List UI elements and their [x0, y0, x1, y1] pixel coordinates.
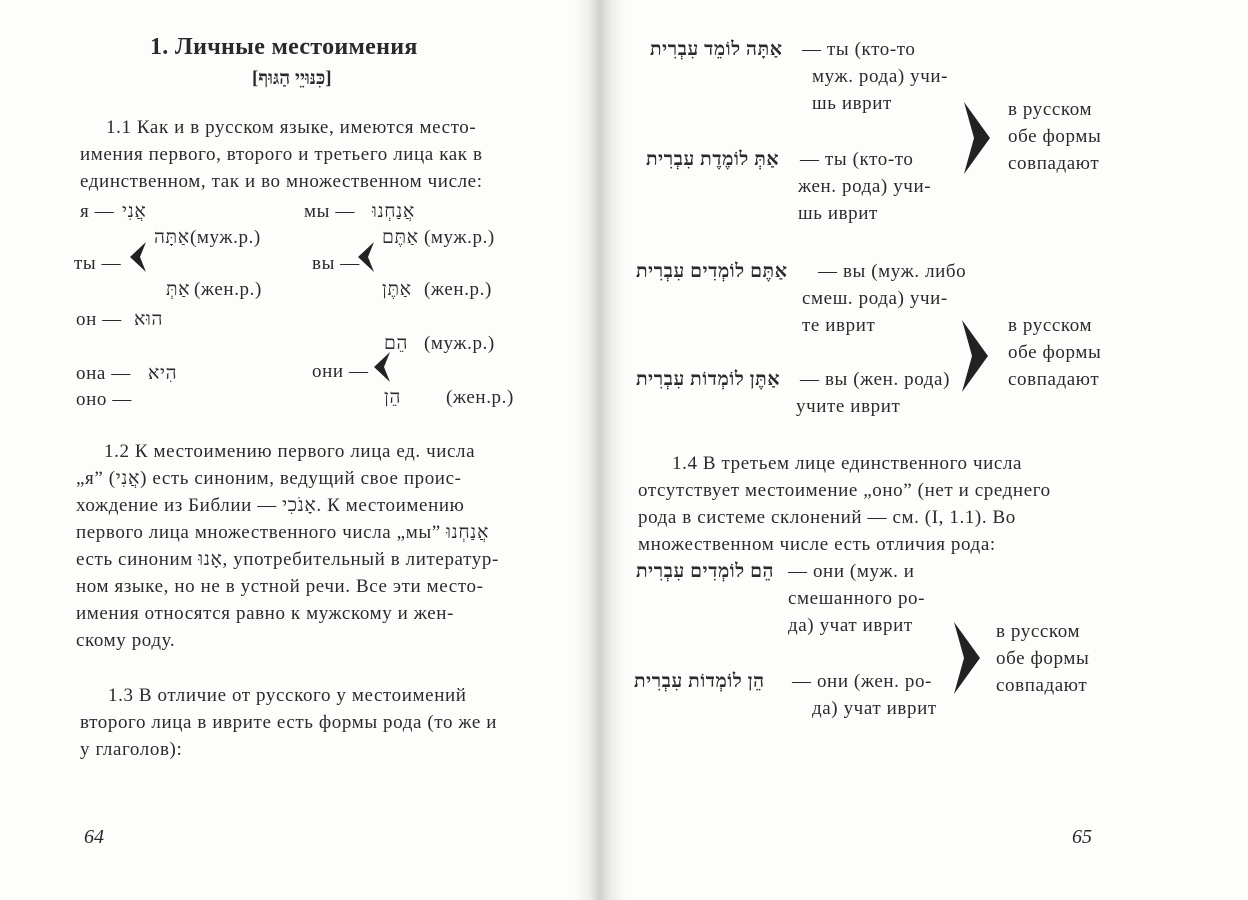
- paragraph-1-2-line: „я” (אֲנִי) есть синоним, ведущий свое проис-: [76, 468, 462, 489]
- pronoun-oni-f-hebrew: הֵן: [384, 387, 401, 408]
- pronoun-ono: оно —: [76, 389, 132, 410]
- pronoun-my-hebrew: אֲנַחְנוּ: [372, 201, 415, 222]
- paragraph-1-4-line: отсутствует местоимение „оно” (нет и среднего: [638, 480, 1051, 501]
- example-translation-line: учите иврит: [796, 396, 901, 417]
- example-hebrew: אַתָּה לוֹמֵד עִבְרִית: [650, 39, 783, 60]
- section-title: 1. Личные местоимения: [150, 34, 418, 60]
- pronoun-vy-m-hebrew: אַתֶּם: [382, 227, 419, 248]
- pronoun-vy-f-hebrew: אַתֶּן: [382, 279, 412, 300]
- paragraph-1-2-line: хождение из Библии — אָנֹכִי. К местоимению: [76, 495, 465, 516]
- paragraph-1-2-line: скому роду.: [76, 630, 176, 651]
- pronoun-vy-f-label: (жен.р.): [424, 279, 492, 300]
- pronoun-oni: они —: [312, 361, 369, 382]
- right-brace-icon: [952, 620, 982, 696]
- left-brace-icon: [370, 350, 392, 384]
- pronoun-ty-f-label: (жен.р.): [194, 279, 262, 300]
- book-gutter-shadow: [574, 0, 626, 900]
- example-hebrew: הֵם לוֹמְדִים עִבְרִית: [636, 561, 775, 582]
- pronoun-oni-m-label: (муж.р.): [424, 333, 495, 354]
- left-page: [0, 0, 600, 900]
- pronoun-ona: она —: [76, 363, 131, 384]
- paragraph-1-3-line: 1.3 В отличие от русского у местоимений: [108, 685, 467, 706]
- paragraph-1-4-line: множественном числе есть отличия рода:: [638, 534, 996, 555]
- example-hebrew: אַתְּ לוֹמֶדֶת עִבְרִית: [646, 149, 780, 170]
- note-line: совпадают: [1008, 369, 1100, 390]
- paragraph-1-3-line: у глаголов):: [80, 739, 183, 760]
- paragraph-1-2-line: ном языке, но не в устной речи. Все эти место-: [76, 576, 484, 597]
- paragraph-1-4-line: рода в системе склонений — см. (I, 1.1). Во: [638, 507, 1016, 528]
- right-brace-icon: [960, 318, 990, 394]
- example-translation-line: смешанного ро-: [788, 588, 926, 609]
- pronoun-ya-hebrew: אֲנִי: [122, 201, 147, 222]
- example-hebrew: אַתֶּן לוֹמְדוֹת עִבְרִית: [636, 369, 781, 390]
- example-translation-line: — они (муж. и: [788, 561, 915, 582]
- example-translation-line: те иврит: [802, 315, 876, 336]
- example-hebrew: הֵן לוֹמְדוֹת עִבְרִית: [634, 671, 765, 692]
- right-brace-icon: [962, 100, 992, 176]
- pronoun-vy-m-label: (муж.р.): [424, 227, 495, 248]
- pronoun-ty-m-label: (муж.р.): [190, 227, 261, 248]
- pronoun-ty: ты —: [74, 253, 122, 274]
- paragraph-1-2-line: имения относятся равно к мужскому и жен-: [76, 603, 454, 624]
- example-translation-line: шь иврит: [798, 203, 878, 224]
- note-line: в русском: [1008, 315, 1093, 336]
- section-subtitle-hebrew: [כִּנּוּיֵי הַגּוּף]: [252, 68, 332, 89]
- note-line: обе формы: [1008, 126, 1102, 147]
- example-translation-line: да) учат иврит: [812, 698, 937, 719]
- note-line: совпадают: [996, 675, 1088, 696]
- paragraph-1-4-line: 1.4 В третьем лице единственного числа: [672, 453, 1023, 474]
- page-number: 65: [1072, 826, 1092, 848]
- example-translation-line: — они (жен. ро-: [792, 671, 932, 692]
- note-line: совпадают: [1008, 153, 1100, 174]
- example-translation-line: да) учат иврит: [788, 615, 913, 636]
- page-number: 64: [84, 826, 104, 848]
- note-line: в русском: [996, 621, 1081, 642]
- pronoun-vy: вы —: [312, 253, 360, 274]
- paragraph-1-3-line: второго лица в иврите есть формы рода (то же и: [80, 712, 498, 733]
- paragraph-1-2-line: есть синоним אָנוּ, употребительный в литератур-: [76, 549, 499, 570]
- paragraph-1-2-line: первого лица множественного числа „мы” אֲנַחְנוּ: [76, 522, 489, 543]
- pronoun-on: он —: [76, 309, 122, 330]
- example-translation-line: шь иврит: [812, 93, 892, 114]
- note-line: обе формы: [996, 648, 1090, 669]
- example-translation-line: жен. рода) учи-: [798, 176, 932, 197]
- left-brace-icon: [354, 240, 376, 274]
- example-translation-line: смеш. рода) учи-: [802, 288, 948, 309]
- pronoun-my: мы —: [304, 201, 355, 222]
- pronoun-on-hebrew: הוּא: [134, 309, 163, 330]
- pronoun-ty-f-hebrew: אַתְּ: [166, 279, 191, 300]
- pronoun-ty-m-hebrew: אַתָּה: [154, 227, 190, 248]
- paragraph-1-1-line: единственном, так и во множественном числе:: [80, 171, 483, 192]
- pronoun-oni-f-label: (жен.р.): [446, 387, 514, 408]
- note-line: в русском: [1008, 99, 1093, 120]
- note-line: обе формы: [1008, 342, 1102, 363]
- left-brace-icon: [126, 240, 148, 274]
- example-translation-line: — вы (жен. рода): [800, 369, 951, 390]
- paragraph-1-1-line: имения первого, второго и третьего лица как в: [80, 144, 483, 165]
- example-translation-line: — вы (муж. либо: [818, 261, 967, 282]
- right-page: [600, 0, 1248, 900]
- paragraph-1-1-line: 1.1 Как и в русском языке, имеются место-: [106, 117, 477, 138]
- example-translation-line: — ты (кто-то: [800, 149, 914, 170]
- pronoun-oni-m-hebrew: הֵם: [384, 333, 408, 354]
- example-translation-line: муж. рода) учи-: [812, 66, 949, 87]
- paragraph-1-2-line: 1.2 К местоимению первого лица ед. числа: [104, 441, 476, 462]
- example-translation-line: — ты (кто-то: [802, 39, 916, 60]
- pronoun-ya: я —: [80, 201, 115, 222]
- example-hebrew: אַתֶּם לוֹמְדִים עִבְרִית: [636, 261, 788, 282]
- pronoun-ona-hebrew: הִיא: [148, 363, 178, 384]
